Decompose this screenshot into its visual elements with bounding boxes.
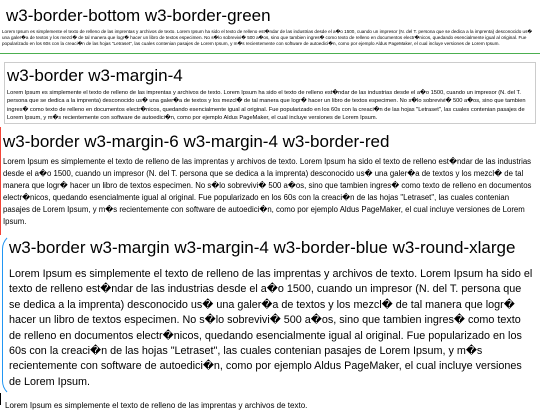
panel-paragraph: Lorem Ipsum es simplemente el texto de relleno de las imprentas y archivos de texto. Lorem Ipsum ha sido el texto de relleno est�ndar de las industrias desde el a�o 1500, cuando un impresor (N. del T. persona que se dedica a la imprenta) desconocido us� una galer�a de textos y los mezcl� de tal manera que logr� hacer un libro de textos especimen. No s�lo sobrevivi� 500 a�os, sino que tambien ingres� como texto de relleno en documentos electr�nicos, quedando esencialmente igual al original. Fue popularizado en los 60s con la creaci�n de las hojas "Letraset", las cuales contenian pasajes de Lorem Ipsum, y m�s recientemente con software de autoedici�n, como por ejemplo Aldus PageMaker, el cual incluye versiones de Lorem Ipsum. xyxy=(9,268,533,388)
panel-heading: w3-border w3-margin-4 xyxy=(7,66,183,85)
panel-paragraph: Lorem Ipsum es simplemente el texto de relleno de las imprentas y archivos de texto. Lorem Ipsum ha sido el texto de relleno est�ndar de las industrias desde el a�o 1500, cuando un impresor (N. del T. persona que se dedica a la imprenta) desconocido us� una galer�a de textos y los mezcl� de tal manera que logr� hacer un libro de textos especimen. No s�lo sobrevivi� 500 a�os, sino que tambien ingres� como texto de relleno en documentos electr�nicos, quedando esencialmente igual al original. Fue popularizado en los 60s con la creaci�n de las hojas "Letraset", las cuales contenian pasajes de Lorem Ipsum, y m�s recientemente con software de autoedici�n, como por ejemplo Aldus PageMaker, el cual incluye versiones de Lorem Ipsum. xyxy=(3,157,532,226)
panel-heading: w3-border w3-margin-6 w3-margin-4 w3-border-red xyxy=(3,132,390,151)
panel-border-red xyxy=(0,127,540,235)
panel-next-partial xyxy=(0,393,540,410)
panel-border-blue-round xyxy=(2,233,538,397)
panel-paragraph: Lorem Ipsum es simplemente el texto de relleno de las imprentas y archivos de texto. Lorem Ipsum ha sido el texto de relleno est�ndar de las industrias desde el a�o 1500, cuando un impresor (N. del T. persona que se dedica a la imprenta) desconocido us� una galer�a de textos y los mezcl� de tal manera que logr� hacer un libro de textos especimen. No s�lo sobrevivi� 500 a�os, sino que tambien ingres� como texto de relleno en documentos electr�nicos, quedando esencialmente igual al original. Fue popularizado en los 60s con la creaci�n de las hojas "Letraset", las cuales contenian pasajes de Lorem Ipsum, y m�s recientemente con software de autoedici�n, como por ejemplo Aldus PageMaker, el cual incluye versiones de Lorem Ipsum. xyxy=(7,90,526,121)
panel-border-margin-4 xyxy=(4,62,536,124)
panel-heading: w3-border w3-margin w3-margin-4 w3-border-blue w3-round-xlarge xyxy=(9,238,516,257)
panel-paragraph: Lorem Ipsum es simplemente el texto de relleno de las imprentas y archivos de texto. xyxy=(5,401,308,410)
panel-heading: w3-border-bottom w3-border-green xyxy=(6,6,271,25)
green-bottom-border xyxy=(0,53,540,54)
panel-paragraph: Lorem Ipsum es simplemente el texto de relleno de las imprentas y archivos de texto. Lorem Ipsum ha sido el texto de relleno est�ndar de las industrias desde el a�o 1500, cuando un impresor (N. del T. persona que se dedica a la imprenta) desconocido us� una galer�a de textos y los mezcl� de tal manera que logr� hacer un libro de textos especimen. No s�lo sobrevivi� 500 a�os, sino que tambien ingres� como texto de relleno en documentos electr�nicos, quedando esencialmente igual al original. Fue popularizado en los 60s con la creaci�n de las hojas "Letraset", las cuales contenian pasajes de Lorem Ipsum, y m�s recientemente con software de autoedici�n, como por ejemplo Aldus PageMaker, el cual incluye versiones de Lorem Ipsum. xyxy=(2,29,533,46)
